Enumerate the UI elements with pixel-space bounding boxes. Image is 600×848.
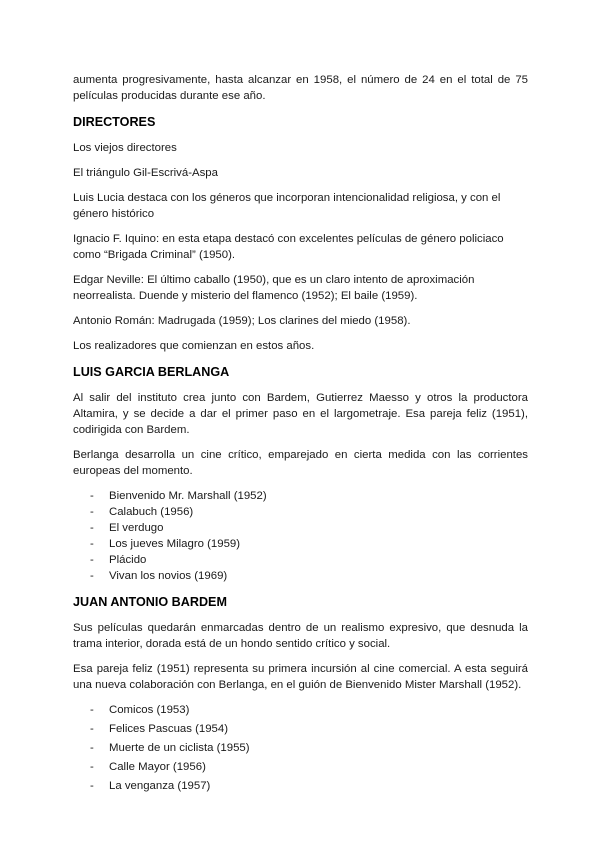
list-item [73, 552, 528, 568]
paragraph: Esa pareja feliz (1951) representa su primera incursión al cine comercial. A esta seguirá una nueva colaboración con Berlanga, en el guión de Bienvenido Mister Marshall (1952). [73, 663, 528, 691]
dash-bullet: - [90, 704, 94, 716]
paragraph: Al salir del instituto crea junto con Bardem, Gutierrez Maesso y otros la productora Altamira, y se decide a dar el primer paso en el largometraje. Esa pareja feliz (1951), codirigida con Bardem. [73, 392, 528, 436]
dash-bullet: - [90, 742, 94, 754]
list-item-text: Comicos (1953) [109, 704, 190, 716]
dash-bullet: - [90, 506, 94, 518]
paragraph: Los viejos directores [73, 142, 177, 154]
section-heading-directores: DIRECTORES [73, 115, 156, 129]
intro-paragraph: aumenta progresivamente, hasta alcanzar en 1958, el número de 24 en el total de 75 películas producidas durante ese año. [73, 74, 528, 102]
list-item-text: Los jueves Milagro (1959) [109, 538, 241, 550]
paragraph: El triángulo Gil-Escrivá-Aspa [73, 167, 218, 179]
list-item [73, 520, 528, 536]
list-item-text: Calle Mayor (1956) [109, 761, 206, 773]
dash-bullet: - [90, 723, 94, 735]
dash-bullet: - [90, 780, 94, 792]
dash-bullet: - [90, 490, 94, 502]
paragraph: Ignacio F. Iquino: en esta etapa destacó con excelentes películas de género policiaco como “Brigada Criminal” (1950). [73, 233, 504, 261]
list-item [73, 721, 528, 737]
list-item-text: Muerte de un ciclista (1955) [109, 742, 250, 754]
dash-bullet: - [90, 538, 94, 550]
list-item-text: El verdugo [109, 522, 164, 534]
list-item [73, 488, 528, 504]
paragraph: Berlanga desarrolla un cine crítico, emparejado en cierta medida con las corrientes europeas del momento. [73, 449, 528, 477]
list-item [73, 568, 528, 584]
list-item-text: Felices Pascuas (1954) [109, 723, 229, 735]
dash-bullet: - [90, 522, 94, 534]
paragraph: Luis Lucia destaca con los géneros que incorporan intencionalidad religiosa, y con el género histórico [73, 192, 501, 220]
list-item [73, 740, 528, 756]
paragraph: Antonio Román: Madrugada (1959); Los clarines del miedo (1958). [73, 315, 411, 327]
paragraph: Los realizadores que comienzan en estos años. [73, 340, 315, 352]
dash-bullet: - [90, 570, 94, 582]
list-item [73, 778, 528, 794]
list-item [73, 536, 528, 552]
film-list-bardem [73, 702, 528, 794]
paragraph: Edgar Neville: El último caballo (1950), que es un claro intento de aproximación neorrealista. Duende y misterio del flamenco (1952); El baile (1959). [73, 274, 475, 302]
list-item [73, 759, 528, 775]
section-heading-berlanga: LUIS GARCIA BERLANGA [73, 365, 230, 379]
list-item-text: La venganza (1957) [109, 780, 211, 792]
list-item [73, 702, 528, 718]
dash-bullet: - [90, 554, 94, 566]
list-item-text: Vivan los novios (1969) [109, 570, 228, 582]
section-heading-bardem: JUAN ANTONIO BARDEM [73, 595, 227, 609]
list-item-text: Bienvenido Mr. Marshall (1952) [109, 490, 267, 502]
list-item-text: Calabuch (1956) [109, 506, 194, 518]
paragraph: Sus películas quedarán enmarcadas dentro de un realismo expresivo, que desnuda la trama interior, dorada está de un hondo sentido crítico y social. [73, 622, 528, 650]
dash-bullet: - [90, 761, 94, 773]
list-item-text: Plácido [109, 554, 147, 566]
list-item [73, 504, 528, 520]
film-list-berlanga [73, 488, 528, 584]
